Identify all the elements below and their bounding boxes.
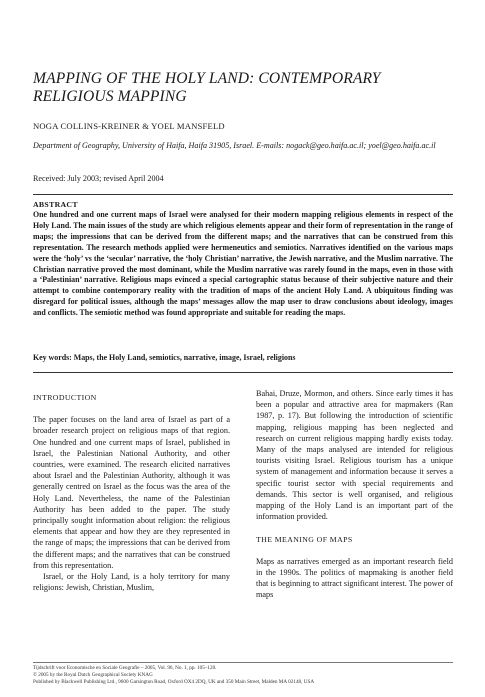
copyright-line: © 2005 by the Royal Dutch Geographical Society KNAG	[33, 672, 153, 679]
paper-page	[33, 0, 453, 697]
paper-title: MAPPING OF THE HOLY LAND: CONTEMPORARY RELIGIOUS MAPPING	[33, 70, 381, 105]
left-column	[33, 392, 230, 593]
section-heading-meaning-of-maps: THE MEANING OF MAPS	[256, 535, 353, 545]
section-heading-introduction: INTRODUCTION	[33, 393, 97, 402]
received-dates: Received: July 2003; revised April 2004	[33, 174, 164, 183]
abstract-text: One hundred and one current maps of Israel were analysed for their modern mapping religious elements in respect of the Holy Land. The main issues of the study are which religious elements appear and their form of representation in the range of maps; the impressions that can be derived from the different maps; and the narratives that can be construed from this representation. The research methods applied were hermeneutics and semiotics. Narratives identified on the various maps were the ‘holy’ vs the ‘secular’ narrative, the ‘holy Christian’ narrative, the Jewish narrative, and the Muslim narrative. The Christian narrative proved the most dominant, while the Muslim narrative was rarely found in the maps, even in those with a ‘Palestinian’ narrative. Religious maps evinced a special cartographic status because of their subjective nature and their attempt to combine contemporary reality with the tradition of maps of the ancient Holy Land. A ubiquitous finding was disregard for political issues, although the maps’ messages allow the map user to draw conclusions about ideology, images and conflicts. The semiotic method was found appropriate and suitable for reading the maps.	[33, 210, 453, 318]
divider-bottom	[33, 372, 453, 373]
keywords: Key words: Maps, the Holy Land, semiotics, narrative, image, Israel, religions	[33, 353, 296, 362]
journal-citation: Tijdschrift voor Economische en Sociale Geografie – 2005, Vol. 96, No. 1, pp. 105–120.	[33, 665, 217, 671]
publisher-line: Published by Blackwell Publishing Ltd., 9600 Garsington Road, Oxford OX4 2DQ, UK and 350 Main Street, Malden MA 02148, USA	[33, 679, 315, 686]
page-footer	[33, 662, 453, 687]
abstract-heading: ABSTRACT	[33, 200, 78, 209]
right-column	[256, 388, 453, 600]
maps-paragraph-1: Maps as narratives emerged as an important research field in the 1990s. The politics of mapmaking is another field that is beginning to attract significant interest. The power of maps	[256, 556, 453, 600]
intro-paragraph-2: Israel, or the Holy Land, is a holy territory for many religions: Jewish, Christian, Muslim,	[33, 572, 230, 593]
affiliation: Department of Geography, University of Haifa, Haifa 31905, Israel. E-mails: nogack@geo.haifa.ac.il; yoel@geo.haifa.ac.il	[33, 141, 436, 150]
divider-top	[33, 194, 453, 195]
intro-paragraph-continued: Bahai, Druze, Mormon, and others. Since early times it has been a popular and attractive area for mapmakers (Ran 1987, p. 17). But following the introduction of scientific mapping, religious mapping has been neglected and research on current religious mapping hardly exists today. Many of the maps analysed are intended for religious tourists visiting Israel. Religious tourism has a unique system of management and information because it serves a specific tourist sector with special requirements and demands. This sector is well organised, and religious mapping of the Holy Land is an important part of the information provided.	[256, 389, 453, 522]
intro-paragraph-1: The paper focuses on the land area of Israel as part of a broader research project on religious maps of that region. One hundred and one current maps of Israel, published in Israel, the Palestinian National Authority, and other countries, were examined. The research elicited narratives about Israel and the Palestinian Authority, although it was generally centred on Israel as the focus was the area of the Holy Land. Nevertheless, the name of the Palestinian Authority has been added to the paper. The study principally sought information about religion: the religious elements that appear and how they are they represented in the range of maps; the impressions that can be derived from the different maps; and the narratives that can be construed from this representation.	[33, 415, 230, 570]
authors: NOGA COLLINS-KREINER & YOEL MANSFELD	[33, 121, 225, 131]
